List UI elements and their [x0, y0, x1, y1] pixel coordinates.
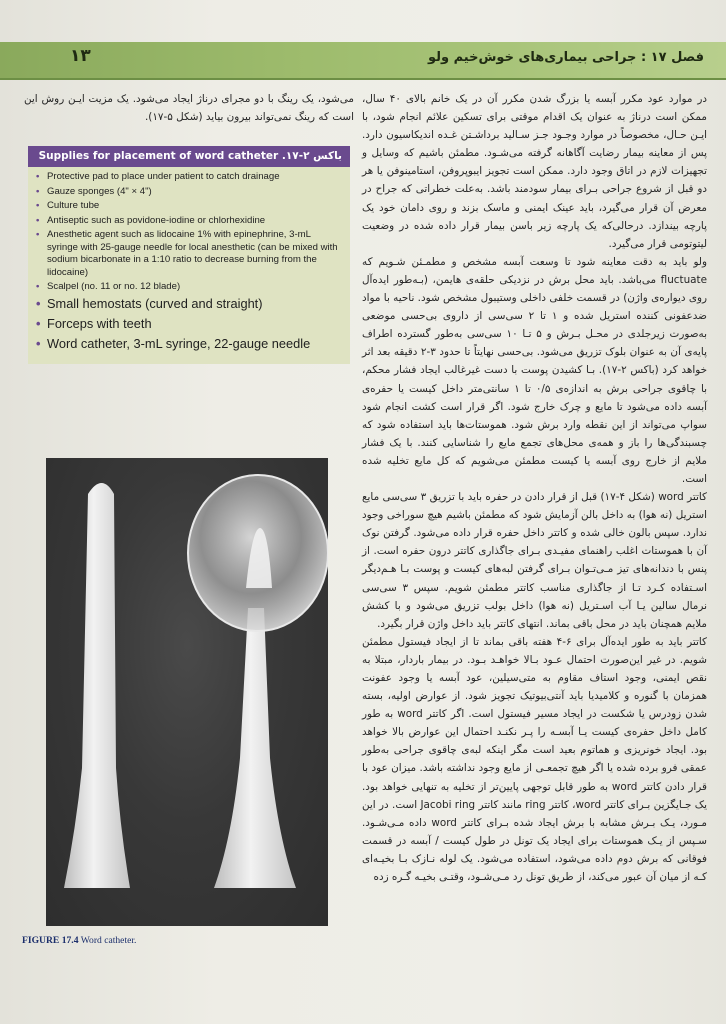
bullet-icon: • — [36, 185, 40, 197]
bullet-icon: • — [36, 335, 41, 351]
bullet-icon: • — [36, 229, 40, 241]
deflated-catheter — [64, 483, 130, 888]
figure-caption-text: Word catheter. — [80, 935, 137, 946]
list-item: • Gauze sponges (4" × 4") — [36, 185, 152, 197]
list-item: • Protective pad to place under patient to catch drainage — [36, 171, 280, 182]
bullet-icon: • — [36, 200, 40, 212]
box-title: باکس ۲-۱۷. Supplies for placement of word catheter — [28, 146, 350, 167]
figure-caption — [22, 935, 136, 946]
paragraph: در موارد عود مکرر آبسه یا بزرگ شدن مکرر آن در یک خانم بالای ۴۰ سال، ممکن است درناژ به عنوان یک اقدام موقتی برای تسکین علائم انجام شود، با ایـن حـال، مخصوصاً در موارد وجـود جـز سـالید برداشـتن غـده اندیکاسیون دارد. پس از معاینه بیمار رضایت آگاهانه گرفته می‌شـود. مطمئن باشیم که وسایل و تجهیزات لازم در اتاق وجود دارد. ممکن است تجویز ایبوپروفن، استامینوفن یا هر دو قبل از شروع جراحی بـرای بیمار سودمند باشد. به‌علت خطراتی که جراح در معرض آن قرار می‌گیرد، باید عینک ایمنی و ماسک بزند و روی دامان خود یک پارچه بیندازد. درحالی‌که یک پارچه زیر باسن بیمار قرار داده شده در وضعیت لیتوتومی قرار می‌گیرد. — [362, 93, 707, 250]
supplies-box — [28, 146, 350, 364]
left-text-column — [24, 90, 354, 126]
bullet-icon: • — [36, 281, 40, 293]
bullet-icon: • — [36, 295, 41, 311]
list-item: • Small hemostats (curved and straight) — [36, 295, 263, 311]
supplies-list — [28, 171, 350, 352]
list-item: • Word catheter, 3-mL syringe, 22-gauge needle — [36, 335, 311, 351]
list-item: • Scalpel (no. 11 or no. 12 blade) — [36, 281, 181, 293]
list-item: • Forceps with teeth — [36, 315, 152, 331]
paragraph: ولو باید به دقت معاینه شود تا وسعت آبسه مشخص و مطمـئن شـویم که fluctuate می‌باشد. باید محل برش در نزدیکی حلقه‌ی هایمن، (بـه‌طور ایده‌آل روی دیواره‌ی واژن) در قسمت خلفی داخلی وستیبول مشخص شود. ناحیه با مواد ضدعفونی کننده استریل شده و ۱ تا ۲ سی‌سی از داروی بی‌حسی موضعی به‌صورت زیرجلدی در محـل بـرش و ۵ تـا ۱۰ سی‌سی به‌طور گسترده اطراف پایه‌ی آن به عنوان بلوک تزریق می‌شود. بی‌حسی نهایتاً تا حدود ۳-۲ دقیقه بعد اثر خواهد کرد (باکس ۲-۱۷). بـا کشیدن پوست با دست غیرغالب ایجاد فشار محکم، با چاقوی جراحی برش به اندازه‌ی ۰/۵ تا ۱ سانتی‌متر داخل کیست یا حفره‌ی آبسه داده می‌شود تا مایع و چرک خارج شود. اگر قرار است کشت انجام شود سواپ می‌تواند از این نقطه وارد برش شود. هموستات‌ها باید استفاده شود که چسبندگی‌ها را باز و همه‌ی محل‌های تجمع مایع را شناسایی کنند. با یک فشار ملایم از خارج روی آبسه یا کیست مطمئن می‌شویم که کل مایع تخلیه شده است. — [362, 255, 708, 485]
page-number: ۱۳ — [70, 46, 91, 66]
list-item: • Culture tube — [36, 200, 100, 212]
catheter-illustration — [46, 458, 328, 926]
right-text-column — [362, 90, 707, 886]
bullet-icon: • — [36, 171, 40, 182]
paragraph: کاتتر word (شکل ۴-۱۷) قبل از قرار دادن در حفره باید با تزریق ۳ سی‌سی مایع استریل (نه هوا) به داخل بالن آزمایش شود که مطمئن باشیم هیچ سوراخی وجود ندارد. سپس بالون خالی شده و کاتتر داخل حفره قرار داده می‌شود. گرفتن نوک آن با هموستات اغلب راهنمای مفیـدی بـرای جاگذاری کاتتر درون حفره است. از پنس با دندانه‌های تیز مـی‌تـوان بـرای گرفتن لبه‌های کیست و پوست بـا هـم‌دیگر اسـتفاده کـرد تـا از جاگذاری مناسب کاتتر مطمئن شویم. سپس ۳ سی‌سی نرمال سالین یـا آب اسـتریل (نه هوا) داخل بولب تزریق می‌شود و با کشش ملایم همچنان باید در محل باقی بماند. انتهای کاتتر باید داخل واژن قرار بگیرد. — [362, 491, 707, 630]
paragraph: کاتتر باید به طور ایده‌آل برای ۶-۴ هفته باقی بماند تا از ایجاد فیستول مطمئن شویم. در غیر این‌صورت احتمال عـود بـالا خواهـد بـود. در بیمار باردار، مبتلا به نقص ایمنی، وجود استاف مقاوم به متی‌سیلین، عود آبسه یا وجود عفونت همزمان با گنوره و کلامیدیا باید آنتی‌بیوتیک تجویز شود. از عوارض اولیه، بسته شدن زودرس یا شکست در ایجاد مسیر فیستول است. اگر کاتتر word به طور کامل داخل حفره‌ی کیست یـا آبسـه را پـر نکنـد احتمال این عوارض بالا خواهد بود. ایجاد خونریزی و هماتوم بعید است مگر اینکه لبه‌ی چاقوی جراحی به‌طور عمقی فرو برده شده یا اگر هیچ تجمعـی از مایع وجود نداشته باشد. میزان عود با قرار دادن کاتتر word به طور قابل توجهی پایین‌تر از تخلیه به تنهایی خواهد بود. یک جـایگزین بـرای کاتتر word، کاتتر ring مانند کاتتر Jacobi ring است. در این مـورد، یـک بـرش مشابه با برش ایجاد شده بـرای کاتتر word داده مـی‌شـود. سـپس از یـک هموستات برای ایجاد یک تونل در طول کیست / آبسه در قسمت فوقانی که برش دوم داده می‌شود، استفاده می‌شود. یک لوله نـازک بـا بخیـه‌ای کـه از میان آن عبور می‌کند، از طریق تونل رد مـی‌شـود، وقتـی بخیـه گـره زده — [362, 635, 707, 884]
bullet-icon: • — [36, 214, 40, 226]
chapter-title: فصل ۱۷ : جراحی بیماری‌های خوش‌خیم ولو — [427, 50, 704, 65]
inflated-catheter-stem — [214, 608, 296, 888]
list-item: • Antiseptic such as povidone-iodine or chlorhexidine — [36, 214, 266, 226]
figure-label: FIGURE 17.4 — [22, 935, 79, 946]
word-catheter-photo — [46, 458, 328, 926]
bullet-icon: • — [36, 315, 41, 331]
paragraph: می‌شود، یک رینگ با دو مجرای درناژ ایجاد می‌شود. یک مزیت ایـن روش این است که رینگ نمی‌تواند بیرون بیاید (شکل ۵-۱۷). — [24, 93, 354, 124]
list-item: • Anesthetic agent such as lidocaine 1% with epinephrine, 3-mL syringe with 25-gauge needle for local anesthetic (can be mixed with sodium bicarbonate in a 1:10 ratio to decrease burning from the lidocaine) — [36, 229, 338, 278]
